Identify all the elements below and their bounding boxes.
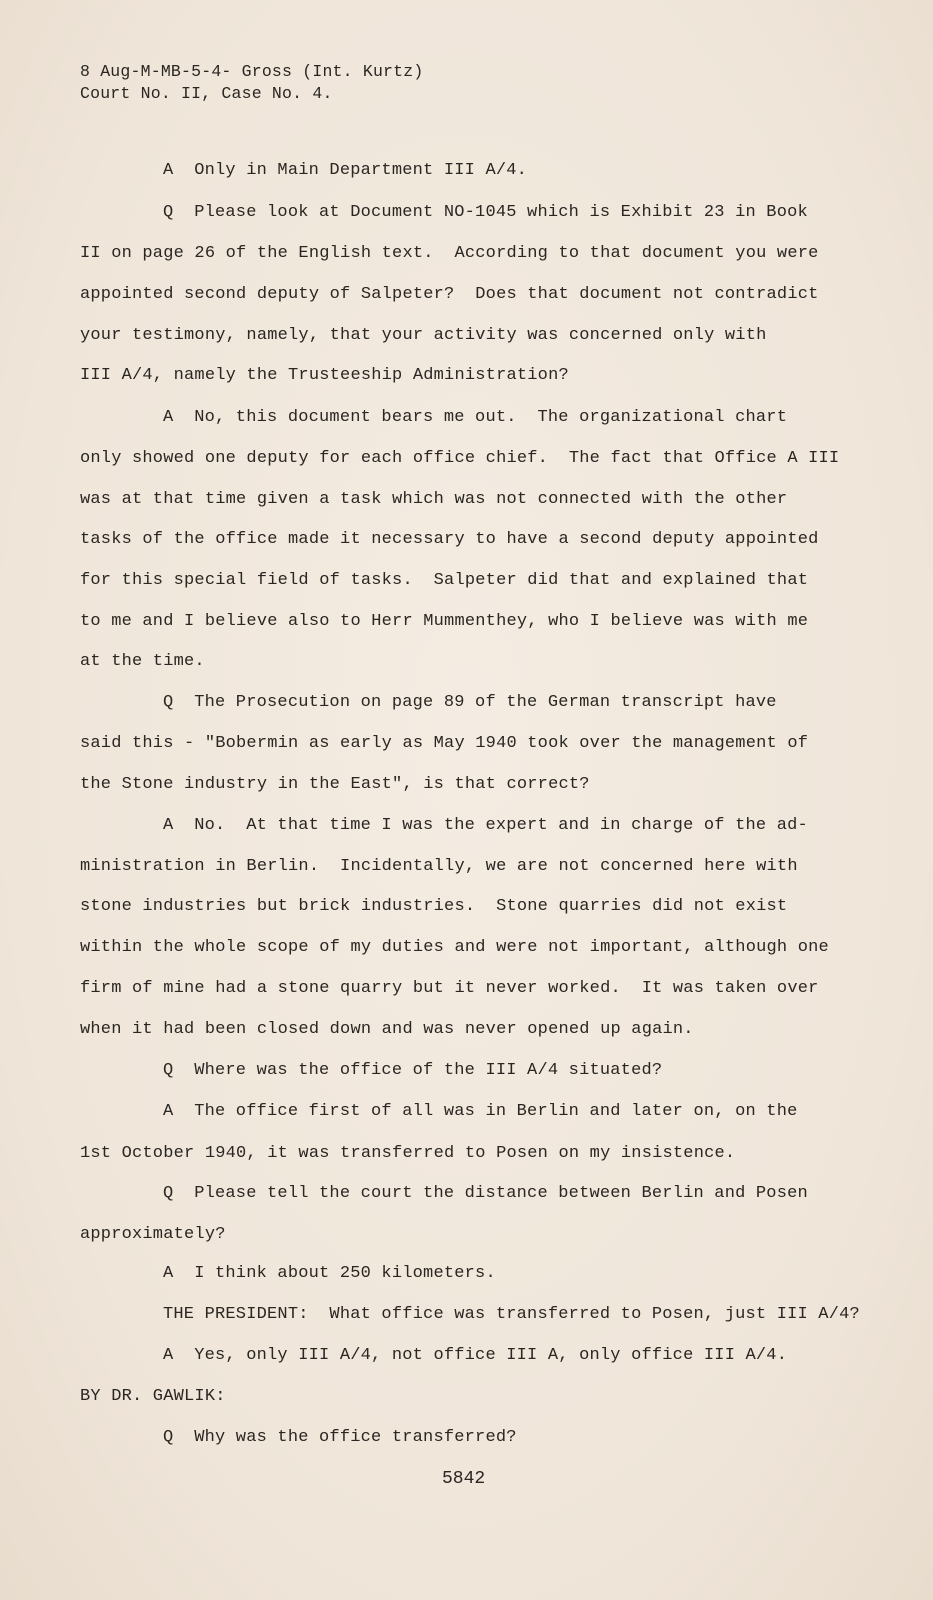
transcript-line: Q The Prosecution on page 89 of the German transcript have (163, 693, 777, 712)
transcript-line: your testimony, namely, that your activity was concerned only with (80, 326, 767, 345)
transcript-line: A I think about 250 kilometers. (163, 1264, 496, 1283)
transcript-line: at the time. (80, 652, 205, 671)
page-number: 5842 (442, 1469, 486, 1489)
transcript-line: Q Why was the office transferred? (163, 1428, 517, 1447)
transcript-line: to me and I believe also to Herr Mummenthey, who I believe was with me (80, 612, 809, 631)
transcript-line: tasks of the office made it necessary to have a second deputy appointed (80, 530, 819, 549)
transcript-line: A The office first of all was in Berlin and later on, on the (163, 1102, 798, 1121)
transcript-line: was at that time given a task which was not connected with the other (80, 490, 788, 509)
transcript-line: THE PRESIDENT: What office was transferred to Posen, just III A/4? (163, 1305, 860, 1324)
header-session-line: 8 Aug-M-MB-5-4- Gross (Int. Kurtz) (80, 62, 424, 81)
transcript-line: A Yes, only III A/4, not office III A, only office III A/4. (163, 1346, 788, 1365)
transcript-line: 1st October 1940, it was transferred to Posen on my insistence. (80, 1144, 736, 1163)
transcript-line: ministration in Berlin. Incidentally, we are not concerned here with (80, 857, 798, 876)
transcript-line: only showed one deputy for each office chief. The fact that Office A III (80, 449, 840, 468)
transcript-line: when it had been closed down and was never opened up again. (80, 1020, 694, 1039)
transcript-line: A Only in Main Department III A/4. (163, 161, 528, 180)
transcript-line: Q Where was the office of the III A/4 situated? (163, 1061, 663, 1080)
transcript-line: for this special field of tasks. Salpeter did that and explained that (80, 571, 809, 590)
transcript-line: III A/4, namely the Trusteeship Administration? (80, 366, 569, 385)
transcript-line: firm of mine had a stone quarry but it never worked. It was taken over (80, 979, 819, 998)
transcript-line: BY DR. GAWLIK: (80, 1387, 226, 1406)
transcript-line: the Stone industry in the East", is that correct? (80, 775, 590, 794)
transcript-line: Q Please tell the court the distance between Berlin and Posen (163, 1184, 808, 1203)
transcript-line: approximately? (80, 1225, 226, 1244)
transcript-line: II on page 26 of the English text. According to that document you were (80, 244, 819, 263)
transcript-line: A No, this document bears me out. The organizational chart (163, 408, 788, 427)
transcript-line: within the whole scope of my duties and were not important, although one (80, 938, 829, 957)
transcript-line: Q Please look at Document NO-1045 which is Exhibit 23 in Book (163, 203, 808, 222)
transcript-line: stone industries but brick industries. Stone quarries did not exist (80, 897, 788, 916)
transcript-line: A No. At that time I was the expert and in charge of the ad- (163, 816, 808, 835)
transcript-line: said this - "Bobermin as early as May 1940 took over the management of (80, 734, 809, 753)
transcript-line: appointed second deputy of Salpeter? Does that document not contradict (80, 285, 819, 304)
header-case-line: Court No. II, Case No. 4. (80, 84, 333, 103)
